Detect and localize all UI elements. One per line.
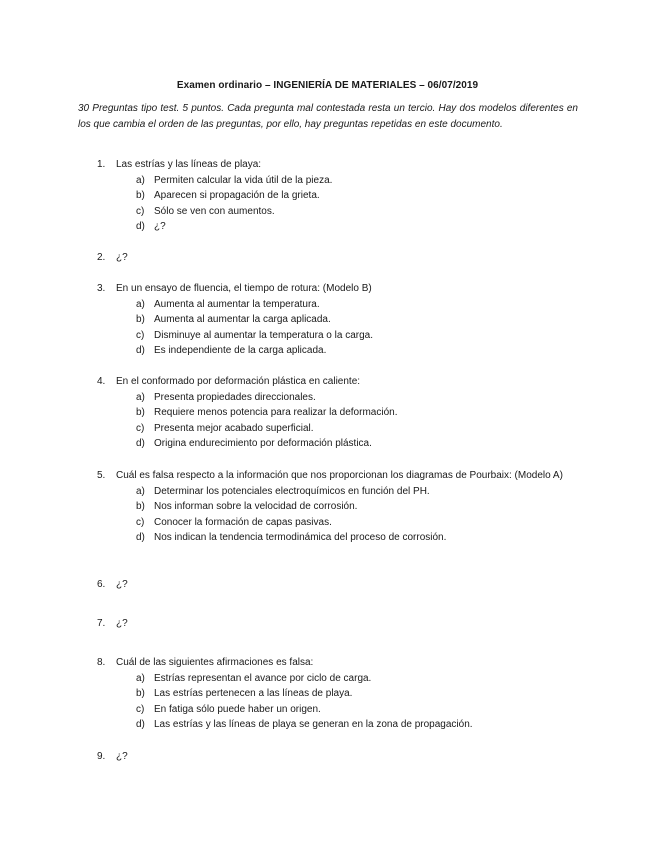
question-head (97, 281, 587, 297)
option-text: Estrías representan el avance por ciclo de carga. (154, 672, 372, 684)
question-number: 9. (97, 751, 106, 762)
question-head (97, 749, 587, 765)
option-text: Aumenta al aumentar la carga aplicada. (154, 314, 331, 326)
question-2 (97, 250, 587, 266)
option-letter: a) (136, 298, 145, 310)
option-text: Origina endurecimiento por deformación plástica. (154, 438, 372, 450)
document-intro: 30 Preguntas tipo test. 5 puntos. Cada pregunta mal contestada resta un tercio. Hay dos modelos diferentes en los que cambia el orden de las preguntas, por ello, hay preguntas repetidas en este documento. (78, 103, 578, 130)
answer-option (97, 312, 587, 328)
question-head (97, 250, 587, 266)
question-number: 7. (97, 618, 106, 629)
option-text: Disminuye al aumentar la temperatura o la carga. (154, 329, 373, 341)
option-letter: a) (136, 391, 145, 403)
option-text: Nos informan sobre la velocidad de corrosión. (154, 501, 358, 513)
question-8 (97, 655, 587, 733)
question-head (97, 616, 587, 632)
option-letter: d) (136, 719, 145, 731)
option-letter: c) (136, 703, 145, 715)
option-letter: b) (136, 688, 145, 700)
option-text: Aparecen si propagación de la grieta. (154, 190, 320, 202)
question-text: Cuál de las siguientes afirmaciones es falsa: (116, 657, 314, 668)
question-text: En el conformado por deformación plástica en caliente: (116, 376, 361, 387)
question-number: 6. (97, 579, 106, 590)
answer-option (97, 188, 587, 204)
question-9 (97, 749, 587, 765)
answer-option (97, 499, 587, 515)
option-text: Aumenta al aumentar la temperatura. (154, 298, 320, 310)
option-letter: a) (136, 485, 145, 497)
option-letter: c) (136, 205, 145, 217)
answer-option (97, 515, 587, 531)
answer-option (97, 219, 587, 235)
question-3 (97, 281, 587, 359)
question-head (97, 577, 587, 593)
question-1 (97, 157, 587, 235)
document-title: Examen ordinario – INGENIERÍA DE MATERIALES – 06/07/2019 (176, 80, 479, 91)
option-letter: b) (136, 501, 145, 513)
option-text: Sólo se ven con aumentos. (154, 205, 275, 217)
option-letter: b) (136, 407, 145, 419)
answer-option (97, 702, 587, 718)
answer-option (97, 484, 587, 500)
answer-option (97, 717, 587, 733)
option-text: Las estrías pertenecen a las líneas de playa. (154, 688, 353, 700)
question-text: Las estrías y las líneas de playa: (116, 159, 262, 170)
question-6 (97, 577, 587, 593)
question-number: 8. (97, 657, 106, 668)
option-text: Permiten calcular la vida útil de la pieza. (154, 174, 333, 186)
option-text: En fatiga sólo puede haber un origen. (154, 703, 321, 715)
question-number: 4. (97, 376, 106, 387)
answer-option (97, 405, 587, 421)
answer-option (97, 421, 587, 437)
answer-option (97, 343, 587, 359)
answer-option (97, 390, 587, 406)
question-head (97, 655, 587, 671)
answer-option (97, 436, 587, 452)
answer-option (97, 328, 587, 344)
option-text: Las estrías y las líneas de playa se generan en la zona de propagación. (154, 719, 473, 731)
answer-options (97, 390, 587, 452)
question-text: En un ensayo de fluencia, el tiempo de rotura: (Modelo B) (116, 283, 372, 294)
option-letter: a) (136, 672, 145, 684)
option-letter: b) (136, 314, 145, 326)
option-text: ¿? (154, 221, 166, 233)
answer-option (97, 173, 587, 189)
option-letter: c) (136, 329, 145, 341)
answer-options (97, 297, 587, 359)
answer-option (97, 671, 587, 687)
option-text: Es independiente de la carga aplicada. (154, 345, 327, 357)
question-text: ¿? (116, 252, 128, 263)
question-text: ¿? (116, 618, 128, 629)
answer-option (97, 297, 587, 313)
question-number: 2. (97, 252, 106, 263)
answer-option (97, 530, 587, 546)
answer-options (97, 671, 587, 733)
question-text: Cuál es falsa respecto a la información que nos proporcionan los diagramas de Pourbaix: (Modelo A) (116, 470, 563, 481)
question-7 (97, 616, 587, 632)
answer-options (97, 484, 587, 546)
option-letter: d) (136, 345, 145, 357)
question-4 (97, 374, 587, 452)
option-letter: c) (136, 422, 145, 434)
option-text: Requiere menos potencia para realizar la deformación. (154, 407, 398, 419)
answer-option (97, 204, 587, 220)
option-letter: d) (136, 532, 145, 544)
option-letter: d) (136, 438, 145, 450)
question-number: 3. (97, 283, 106, 294)
question-5 (97, 468, 587, 546)
option-letter: c) (136, 516, 145, 528)
option-text: Presenta propiedades direccionales. (154, 391, 316, 403)
question-number: 1. (97, 159, 106, 170)
option-text: Conocer la formación de capas pasivas. (154, 516, 332, 528)
question-number: 5. (97, 470, 106, 481)
question-head (97, 468, 587, 484)
option-letter: d) (136, 221, 145, 233)
option-text: Nos indican la tendencia termodinámica del proceso de corrosión. (154, 532, 447, 544)
answer-option (97, 686, 587, 702)
option-text: Presenta mejor acabado superficial. (154, 422, 314, 434)
option-letter: a) (136, 174, 145, 186)
question-head (97, 157, 587, 173)
question-head (97, 374, 587, 390)
option-letter: b) (136, 190, 145, 202)
question-text: ¿? (116, 751, 128, 762)
answer-options (97, 173, 587, 235)
option-text: Determinar los potenciales electroquímicos en función del PH. (154, 485, 430, 497)
question-text: ¿? (116, 579, 128, 590)
